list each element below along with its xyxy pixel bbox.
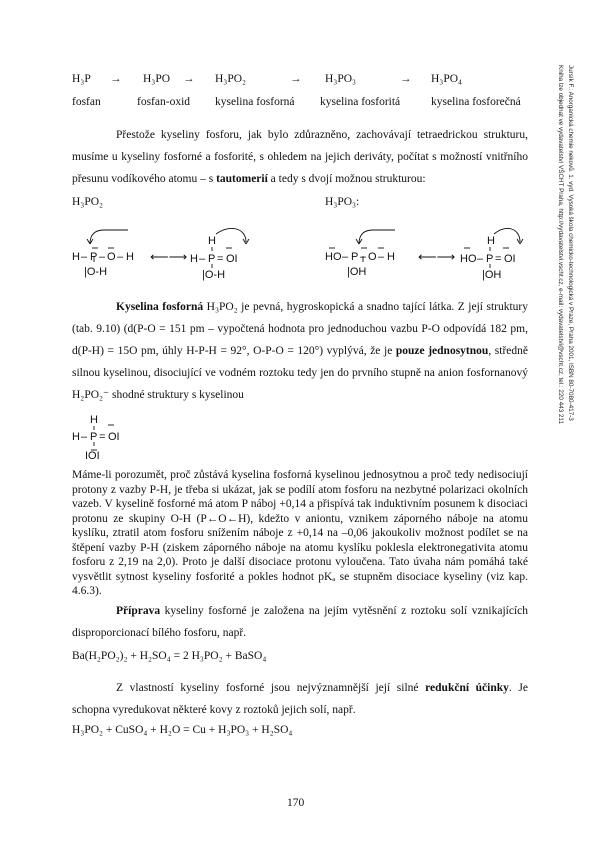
svg-text:–: –: [477, 253, 484, 265]
atom-oi: OI: [108, 431, 120, 443]
structure-h3po3-b: [460, 222, 540, 282]
paragraph-priprava: Příprava kyseliny fosforné je založena na jejím vytěsnění z roztoku solí vznikajících disproporcionací bílého fosforu, např.: [72, 605, 528, 639]
svg-text:–: –: [342, 251, 349, 263]
paragraph-kyselina-fosforna: Kyselina fosforná H₃PO₂ je pevná, hygroskopická a snadno tající látka. Z její struktury (tab. 9.10) (d(P-O = 151 pm – vypočtená hodnota pro jednoduchou vazbu P-O odpovídá 182 pm, d(P-H) = 15O pm, úhly H-P-H = 92°, O-P-O = 120°) vyplývá, že je pouze jednosytnou, středně silnou kyselinou, disociující ve vodném roztoku tedy jen do prvního stupně na anion fosfornanový H₂PO₂⁻ shodné struktury s kyselinou: [72, 301, 528, 401]
side-citation: [549, 65, 575, 835]
svg-text:–: –: [117, 251, 124, 263]
atom-ho: HO: [325, 251, 342, 263]
svg-text:–: –: [360, 251, 367, 263]
atom-p: P: [208, 253, 216, 265]
page-number: 170: [287, 797, 305, 809]
structure-h3po3-a: [325, 222, 425, 282]
atom-h: H: [126, 251, 134, 263]
name-fosforna: kyselina fosforná: [215, 96, 295, 108]
label-h3po2: H₃PO₂: [72, 196, 104, 208]
atom-oh: |O-H: [84, 266, 108, 278]
atom-h: H: [487, 235, 495, 247]
svg-text:–: –: [81, 251, 88, 263]
label-h3po3: H₃PO₃:: [325, 196, 360, 208]
atom-p: P: [90, 251, 98, 263]
svg-text:–: –: [99, 251, 106, 263]
atom-p: P: [90, 431, 98, 443]
arrow-2: →: [183, 73, 195, 85]
atom-p: P: [486, 253, 494, 265]
svg-text:–: –: [199, 253, 206, 265]
term-kyselina-fosforna: Kyselina fosforná: [116, 301, 204, 313]
structure-h3po2-a: [72, 222, 152, 282]
atom-ioh: |OH: [347, 266, 367, 278]
paragraph-tautomerie: Přestože kyseliny fosforu, jak bylo zdůrazněno, zachovávají tetraedrickou strukturu, musíme u kyseliny fosforné a fosforité, s ohledem na jejich deriváty, počítat s možností vnitřního přesunu vodíkového atomu – s tautomerií a tedy s dvojí možnou strukturou:: [72, 129, 528, 185]
atom-ioh: |OH: [482, 269, 502, 281]
tautomer-arrow-1: ⟵⟶: [150, 249, 188, 264]
formula-h3po3: H₃PO₃: [325, 73, 357, 85]
atom-oi: OI: [504, 253, 516, 265]
tautomer-arrow-2: ⟵⟶: [418, 249, 456, 264]
arrow-1: →: [110, 73, 122, 85]
citation-line-1: Jursík F.: Anorganická chemie nekovů. 1. vyd. Vysoká škola chemicko-technologická v Praze, Praha 2001, ISBN 80-7080-417-3: [567, 65, 574, 421]
name-fosfan: fosfan: [72, 96, 101, 108]
structure-h3po2: [72, 410, 142, 466]
svg-text:–: –: [81, 431, 88, 443]
atom-h: H: [90, 414, 98, 426]
atom-h: H: [72, 251, 80, 263]
term-pouze-jednosytnou: pouze jednosytnou: [395, 345, 489, 357]
name-fosforita: kyselina fosforitá: [320, 96, 401, 108]
atom-oi: OI: [226, 253, 238, 265]
equation-2: H₃PO₂ + CuSO₄ + H₂O = Cu + H₃PO₃ + H₂SO₄: [72, 724, 293, 736]
formula-h3p: H₃P: [72, 73, 91, 85]
name-fosforecna: kyselina fosforečná: [431, 96, 521, 108]
equation-1: Ba(H₂PO₂)₂ + H₂SO₄ = 2 H₃PO₂ + BaSO₄: [72, 650, 267, 662]
term-tautomerie: tautomerií: [216, 173, 268, 185]
formula-h3po4: H₃PO₄: [431, 73, 463, 85]
atom-o: O: [107, 251, 116, 263]
atom-h: H: [190, 253, 198, 265]
atom-o: O: [368, 251, 377, 263]
atom-ioi: IOI: [85, 450, 100, 462]
svg-text:=: =: [217, 253, 224, 265]
term-redukcni-ucinky: redukční účinky: [425, 682, 509, 694]
svg-text:–: –: [378, 251, 385, 263]
formula-h3po: H₃PO: [143, 73, 171, 85]
svg-text:=: =: [495, 253, 502, 265]
arrow-4: →: [400, 73, 412, 85]
atom-h: H: [387, 251, 395, 263]
citation-line-2: Kniha lze objednat ve vydavatelství VŠCHT Praha, http://vydavatelstvi.vscht.cz, e-mail: vydavatelstvi@vscht.cz, tel.: 220 443 211: [557, 65, 564, 424]
term-priprava: Příprava: [116, 605, 161, 617]
arrow-3: →: [290, 73, 302, 85]
structure-h3po2-b: [190, 222, 270, 282]
atom-h: H: [208, 235, 216, 247]
formula-h3po2: H₃PO₂: [215, 73, 247, 85]
paragraph-redukcni: Z vlastností kyseliny fosforné jsou nejvýznamnější její silné redukční účinky. Je schopna vyredukovat některé kovy z roztoků jejich solí, např.: [72, 682, 528, 716]
atom-ho: HO: [460, 253, 477, 265]
paragraph-polarizace: Máme-li porozumět, proč zůstává kyselina fosforná kyselinou jednosytnou a proč tedy nedisociují protony z vazby P-H, je třeba si ukázat, jak se podílí atom fosforu na nezbytné polarizaci okolních vazeb. V kyselině fosforné má atom P náboj +0,14 a přispívá tak induktivním posunem k disociaci protonu ze skupiny O-H (P←O←H), kdežto v aniontu, vznikem záporného náboje na atomu kyslíku, ztratil atom fosforu snížením náboje z +0,14 na –0,06 jakoukoliv možnost podílet se na štěpení vazby P-H (ziskem záporného náboje na atomu kyslíku poklesla elektronegativita atomu fosforu z 2,19 na 2,0). Proto je další disociace protonu vyloučena. Tato úvaha nám pomáhá také vysvětlit sytnost kyseliny fosforité a pokles hodnot pKₐ se stupněm disociace kyseliny (viz kap. 4.6.3).: [72, 469, 528, 597]
name-fosfan-oxid: fosfan-oxid: [137, 96, 191, 108]
atom-p: P: [351, 251, 359, 263]
atom-h: H: [72, 431, 80, 443]
svg-text:=: =: [99, 431, 106, 443]
atom-oh: |O-H: [202, 269, 226, 281]
